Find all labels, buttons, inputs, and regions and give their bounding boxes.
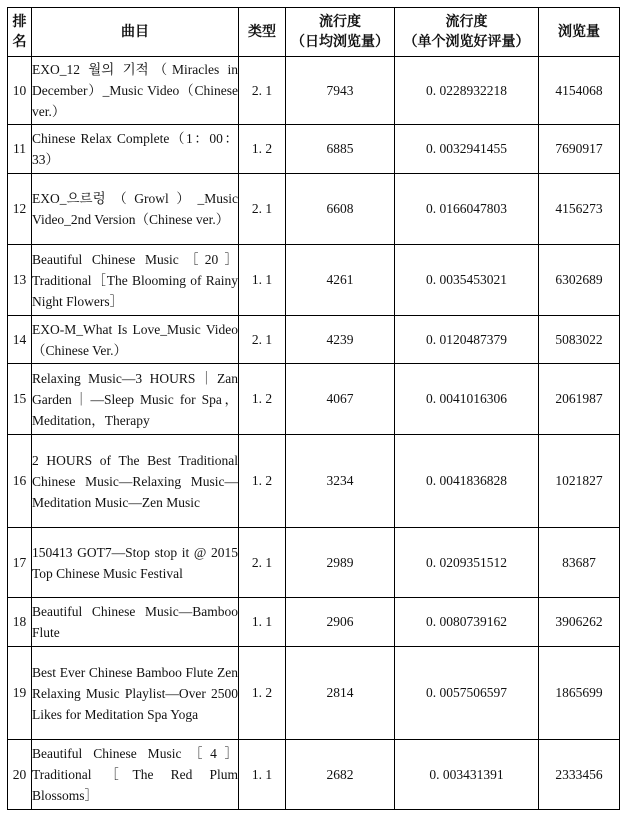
table-header <box>8 8 620 57</box>
ratio-cell: 0. 0041836828 <box>395 435 539 528</box>
ratio-cell: 0. 0209351512 <box>395 528 539 598</box>
table-row <box>8 245 620 316</box>
title-cell: Chinese Relax Complete（1：00：33） <box>32 125 239 174</box>
table-row <box>8 435 620 528</box>
ratio-cell: 0. 0032941455 <box>395 125 539 174</box>
ratio-cell: 0. 0120487379 <box>395 316 539 364</box>
header-ratio-line2: （单个浏览好评量） <box>403 34 530 50</box>
views-cell: 83687 <box>539 528 620 598</box>
ratio-cell: 0. 0080739162 <box>395 598 539 647</box>
header-daily-line2: （日均浏览量） <box>291 34 389 50</box>
rank-cell: 16 <box>8 435 32 528</box>
views-cell: 2333456 <box>539 740 620 810</box>
views-cell: 6302689 <box>539 245 620 316</box>
ratio-cell: 0. 0041016306 <box>395 364 539 435</box>
title-cell: EXO-M_What Is Love_Music Video（Chinese Ver.） <box>32 316 239 364</box>
header-daily <box>286 8 395 57</box>
header-rank-line2: 名 <box>12 34 27 50</box>
table-row <box>8 647 620 740</box>
daily-cell: 2814 <box>286 647 395 740</box>
header-rank-line1: 排 <box>12 14 27 30</box>
daily-cell: 2989 <box>286 528 395 598</box>
ratio-cell: 0. 003431391 <box>395 740 539 810</box>
title-cell: Beautiful Chinese Music—Bamboo Flute <box>32 598 239 647</box>
title-cell: EXO_으르렁（Growl）_Music Video_2nd Version（Chinese ver.） <box>32 174 239 245</box>
daily-cell: 4239 <box>286 316 395 364</box>
header-title: 曲目 <box>32 8 239 57</box>
ratio-cell: 0. 0228932218 <box>395 57 539 125</box>
ratio-cell: 0. 0057506597 <box>395 647 539 740</box>
header-ratio <box>395 8 539 57</box>
table-row <box>8 364 620 435</box>
table-body <box>8 57 620 810</box>
views-cell: 3906262 <box>539 598 620 647</box>
header-type: 类型 <box>239 8 286 57</box>
rank-cell: 12 <box>8 174 32 245</box>
table-row <box>8 57 620 125</box>
title-cell: 150413 GOT7—Stop stop it @ 2015 Top Chinese Music Festival <box>32 528 239 598</box>
views-cell: 4156273 <box>539 174 620 245</box>
views-cell: 1021827 <box>539 435 620 528</box>
table-row <box>8 598 620 647</box>
type-cell: 2. 1 <box>239 57 286 125</box>
header-rank <box>8 8 32 57</box>
type-cell: 1. 1 <box>239 740 286 810</box>
table-row <box>8 740 620 810</box>
type-cell: 1. 2 <box>239 435 286 528</box>
ratio-cell: 0. 0035453021 <box>395 245 539 316</box>
daily-cell: 6608 <box>286 174 395 245</box>
type-cell: 2. 1 <box>239 316 286 364</box>
rank-cell: 14 <box>8 316 32 364</box>
title-cell: Beautiful Chinese Music［4］Traditional［The Red Plum Blossoms］ <box>32 740 239 810</box>
daily-cell: 4261 <box>286 245 395 316</box>
rank-cell: 17 <box>8 528 32 598</box>
title-cell: Relaxing Music—3 HOURS｜Zan Garden｜—Sleep Music for Spa，Meditation，Therapy <box>32 364 239 435</box>
title-cell: Beautiful Chinese Music［20］Traditional［The Blooming of Rainy Night Flowers］ <box>32 245 239 316</box>
daily-cell: 2906 <box>286 598 395 647</box>
views-cell: 4154068 <box>539 57 620 125</box>
daily-cell: 7943 <box>286 57 395 125</box>
type-cell: 1. 1 <box>239 245 286 316</box>
ranking-table <box>7 7 620 810</box>
rank-cell: 18 <box>8 598 32 647</box>
rank-cell: 15 <box>8 364 32 435</box>
header-row <box>8 8 620 57</box>
rank-cell: 10 <box>8 57 32 125</box>
ratio-cell: 0. 0166047803 <box>395 174 539 245</box>
type-cell: 1. 1 <box>239 598 286 647</box>
header-daily-line1: 流行度 <box>319 14 361 30</box>
daily-cell: 6885 <box>286 125 395 174</box>
header-ratio-line1: 流行度 <box>445 14 488 30</box>
type-cell: 2. 1 <box>239 174 286 245</box>
views-cell: 7690917 <box>539 125 620 174</box>
rank-cell: 13 <box>8 245 32 316</box>
rank-cell: 19 <box>8 647 32 740</box>
views-cell: 5083022 <box>539 316 620 364</box>
views-cell: 2061987 <box>539 364 620 435</box>
title-cell: Best Ever Chinese Bamboo Flute Zen Relaxing Music Playlist—Over 2500 Likes for Meditation Spa Yoga <box>32 647 239 740</box>
table-row <box>8 125 620 174</box>
header-views: 浏览量 <box>539 8 620 57</box>
type-cell: 1. 2 <box>239 125 286 174</box>
daily-cell: 2682 <box>286 740 395 810</box>
table-row <box>8 174 620 245</box>
rank-cell: 11 <box>8 125 32 174</box>
type-cell: 2. 1 <box>239 528 286 598</box>
table-row <box>8 316 620 364</box>
title-cell: EXO_12 월의 기적（Miracles in December）_Music Video（Chinese ver.） <box>32 57 239 125</box>
table-row <box>8 528 620 598</box>
daily-cell: 4067 <box>286 364 395 435</box>
views-cell: 1865699 <box>539 647 620 740</box>
type-cell: 1. 2 <box>239 647 286 740</box>
daily-cell: 3234 <box>286 435 395 528</box>
type-cell: 1. 2 <box>239 364 286 435</box>
title-cell: 2 HOURS of The Best Traditional Chinese Music—Relaxing Music—Meditation Music—Zen Music <box>32 435 239 528</box>
rank-cell: 20 <box>8 740 32 810</box>
